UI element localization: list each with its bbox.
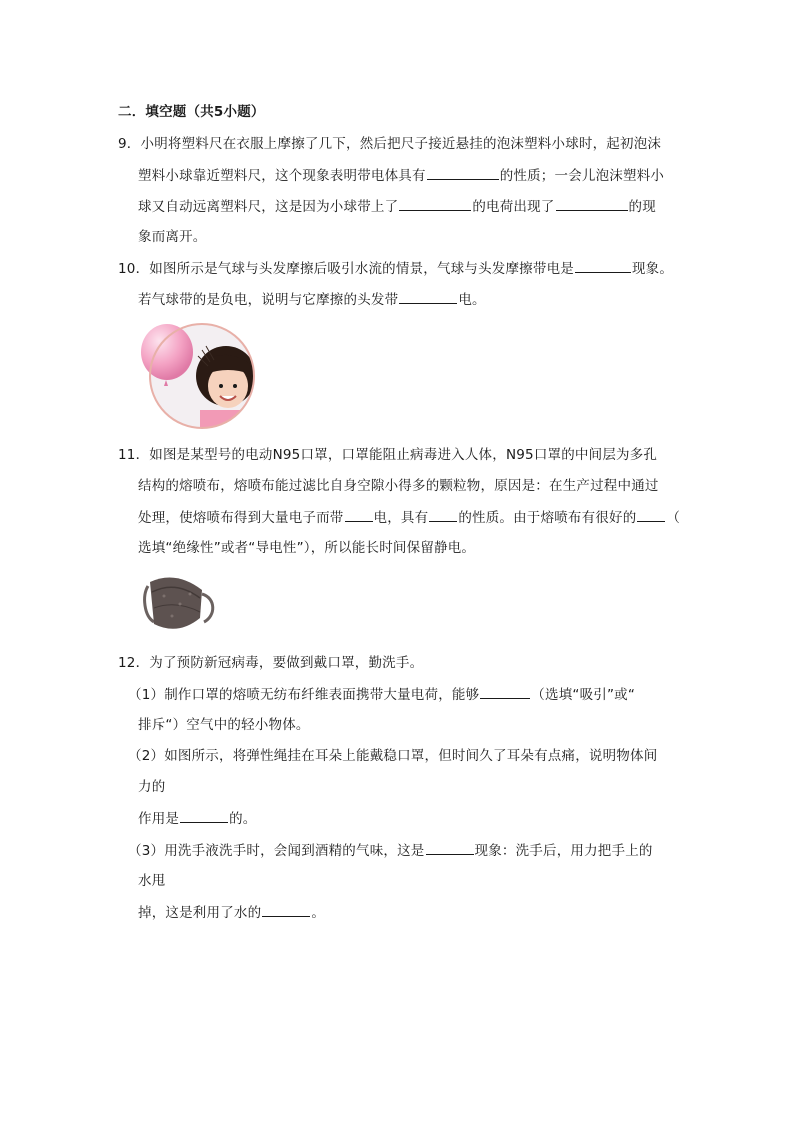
q9-line1: 9．小明将塑料尺在衣服上摩擦了几下，然后把尺子接近悬挂的泡沫塑料小球时，起初泡沫 [118, 136, 662, 152]
answer-blank[interactable] [426, 840, 474, 855]
q12-part3-line1 [128, 840, 653, 861]
q10-text: 若气球带的是负电，说明与它摩擦的头发带 [138, 292, 399, 308]
q10-text: 10．如图所示是气球与头发摩擦后吸引水流的情景，气球与头发摩擦带电是 [118, 261, 574, 277]
q11-text: 的性质。由于熔喷布有很好的 [458, 510, 637, 526]
q11-line2: 结构的熔喷布，熔喷布能过滤比自身空隙小得多的颗粒物，原因是：在生产过程中通过 [138, 478, 659, 494]
answer-blank[interactable] [575, 258, 631, 273]
answer-blank[interactable] [399, 196, 471, 211]
q11-text: （ [666, 510, 681, 526]
section-title: 二．填空题（共5小题） [118, 104, 265, 120]
answer-blank[interactable] [429, 507, 457, 522]
q10-text: 电。 [458, 292, 486, 308]
q12-part1-line2: 排斥“）空气中的轻小物体。 [138, 717, 310, 733]
q9-text: 的性质；一会儿泡沫塑料小 [499, 168, 665, 184]
balloon-hair-figure [140, 320, 262, 432]
q12-part3-line2: 水甩 [138, 873, 166, 889]
answer-blank[interactable] [427, 165, 499, 180]
q9-text: 塑料小球靠近塑料尺，这个现象表明带电体具有 [138, 168, 426, 184]
answer-blank[interactable] [399, 289, 457, 304]
q10-text: 现象。 [631, 261, 674, 277]
q9-line2 [138, 165, 664, 186]
q12-part2-line1: （2）如图所示，将弹性绳挂在耳朵上能戴稳口罩，但时间久了耳朵有点痛，说明物体间 [128, 748, 658, 764]
q11-text: 处理，使熔喷布得到大量电子而带 [138, 510, 344, 526]
q12-line1: 12．为了预防新冠病毒，要做到戴口罩，勤洗手。 [118, 655, 424, 671]
ear-loop-right [202, 594, 213, 622]
q12-part3-line3 [138, 902, 325, 923]
q11-line1: 11．如图是某型号的电动N95口罩，口罩能阻止病毒进入人体，N95口罩的中间层为多孔 [118, 447, 658, 463]
q12-text: （选填“吸引”或“ [531, 687, 636, 703]
q12-part2-line2: 力的 [138, 779, 166, 795]
balloon [141, 324, 193, 380]
answer-blank[interactable] [262, 902, 310, 917]
q12-part1-line1 [128, 684, 635, 705]
q9-text: 的现 [628, 199, 656, 215]
answer-blank[interactable] [556, 196, 628, 211]
q9-line3 [138, 196, 656, 217]
answer-blank[interactable] [180, 808, 228, 823]
answer-blank[interactable] [480, 684, 530, 699]
q12-text: 现象：洗手后，用力把手上的 [474, 843, 653, 859]
answer-blank[interactable] [637, 507, 665, 522]
q10-line1 [118, 258, 673, 279]
q11-text: 电，具有 [373, 510, 429, 526]
q12-text: 掉，这是利用了水的 [138, 905, 262, 921]
mask-body [150, 578, 202, 629]
answer-blank[interactable] [345, 507, 373, 522]
q12-text: 的。 [229, 811, 257, 827]
q11-line3 [138, 507, 680, 528]
n95-mask-figure [140, 572, 218, 634]
q12-text: 。 [311, 905, 326, 921]
q12-text: （1）制作口罩的熔喷无纺布纤维表面携带大量电荷，能够 [128, 687, 480, 703]
q11-line4: 选填“绝缘性”或者“导电性”），所以能长时间保留静电。 [138, 540, 476, 556]
q9-text: 球又自动远离塑料尺，这是因为小球带上了 [138, 199, 399, 215]
q10-line2 [138, 289, 486, 310]
q12-part2-line3 [138, 808, 257, 829]
q12-text: （3）用洗手液洗手时，会闻到酒精的气味，这是 [128, 843, 425, 859]
q12-text: 作用是 [138, 811, 180, 827]
q9-line4: 象而离开。 [138, 229, 207, 245]
q9-text: 的电荷出现了 [472, 199, 555, 215]
